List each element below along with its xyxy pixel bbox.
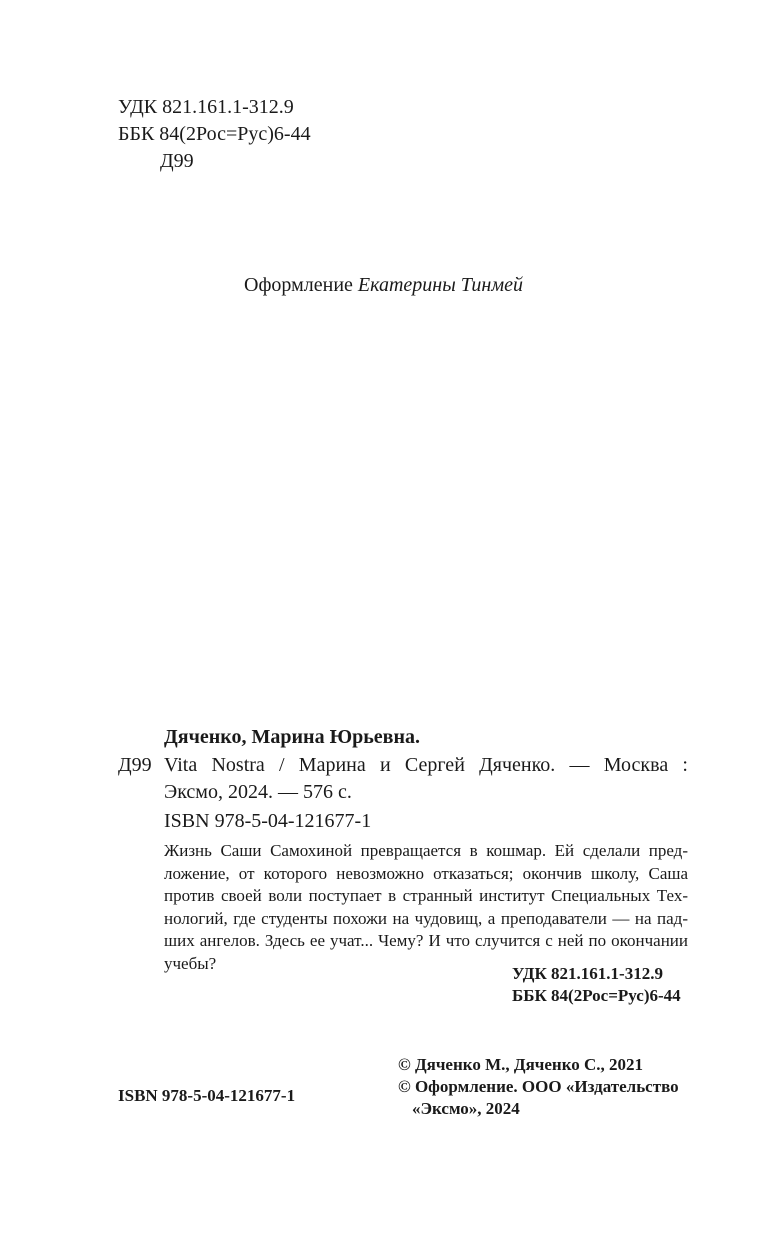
- bibliographic-line-2: Эксмо, 2024. — 576 с.: [164, 781, 352, 803]
- copyright-design: © Оформление. ООО «Издательство: [398, 1077, 679, 1096]
- copyright-design-cont: «Эксмо», 2024: [412, 1099, 520, 1118]
- annotation-line: против своей воли поступает в странный институт Специальных Тех-: [164, 886, 688, 905]
- copyright-block: [398, 1054, 679, 1120]
- annotation-line: ших ангелов. Здесь ее учат... Чему? И что случится с ней по окончании: [164, 931, 688, 950]
- annotation: [164, 840, 688, 975]
- udk-code-bottom: УДК 821.161.1-312.9: [512, 964, 663, 983]
- annotation-line: Жизнь Саши Самохиной превращается в кошмар. Ей сделали пред-: [164, 841, 688, 860]
- bibliographic-line-1: Vita Nostra / Марина и Сергей Дяченко. — Москва :: [164, 754, 688, 776]
- bibliographic-description: [164, 752, 688, 806]
- classification-bottom: [512, 963, 681, 1007]
- isbn-bottom: ISBN 978-5-04-121677-1: [118, 1086, 296, 1105]
- copyright-authors: © Дяченко М., Дяченко С., 2021: [398, 1055, 644, 1074]
- designer-name: Екатерины Тинмей: [357, 274, 523, 296]
- annotation-line: ложение, от которого невозможно отказаться; окончив школу, Саша: [164, 863, 688, 883]
- annotation-line: учебы?: [164, 953, 217, 973]
- classification-block: [118, 94, 311, 175]
- author-heading: Дяченко, Марина Юрьевна.: [164, 726, 420, 748]
- bbk-code: ББК 84(2Рос=Рус)6-44: [118, 123, 311, 145]
- isbn-entry: ISBN 978-5-04-121677-1: [164, 810, 372, 832]
- bibliographic-code: Д99: [118, 754, 152, 776]
- design-credit: [244, 272, 523, 299]
- design-credit-prefix: Оформление: [244, 274, 353, 296]
- annotation-line: нологий, где студенты похожи на чудовищ, а преподаватели — на пад-: [164, 908, 688, 928]
- author-mark: Д99: [160, 150, 194, 172]
- bbk-code-bottom: ББК 84(2Рос=Рус)6-44: [512, 986, 681, 1005]
- udk-code: УДК 821.161.1-312.9: [118, 96, 294, 118]
